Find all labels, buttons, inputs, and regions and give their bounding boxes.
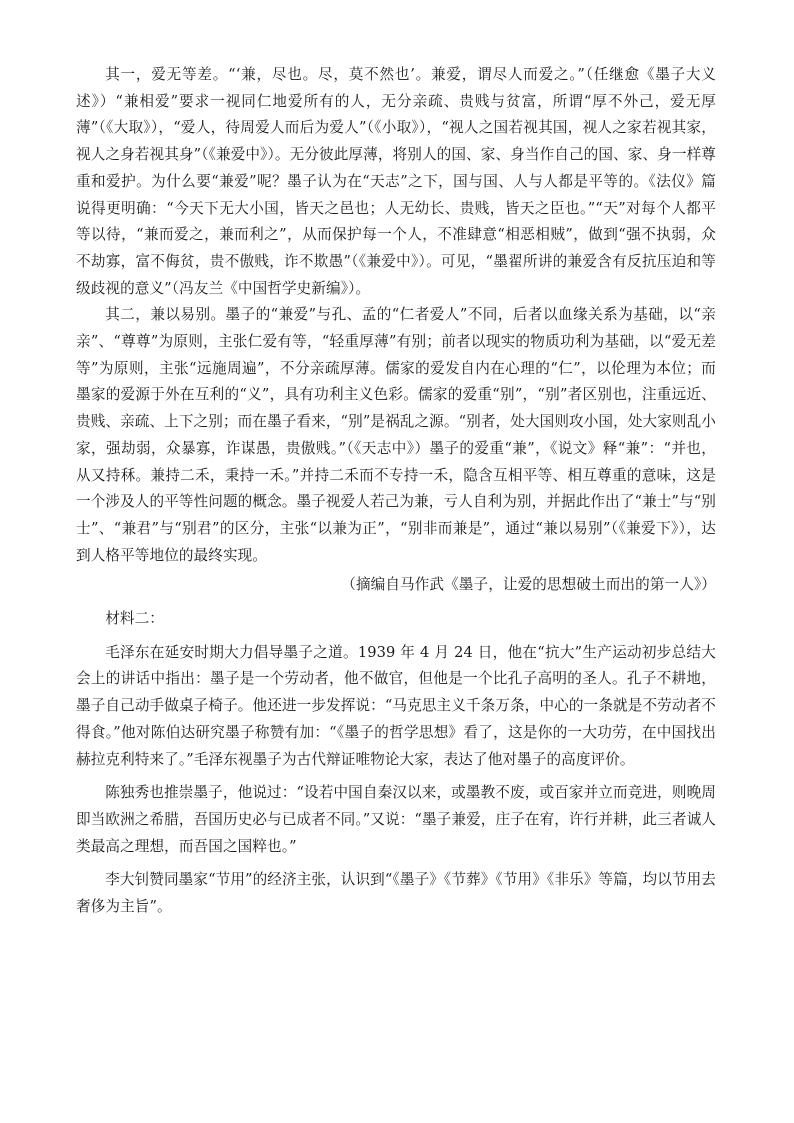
material-2-heading: 材料二： <box>105 610 164 628</box>
paragraph-li-dazhao: 李大钊赞同墨家“节用”的经济主张，认识到“《墨子》《节葬》《节用》《非乐》等篇，均以节用去奢侈为主旨”。 <box>76 871 716 916</box>
paragraph-replace-distinction: 其二，兼以易别。墨子的“兼爱”与孔、孟的“仁者爱人”不同，后者以血缘关系为基础，以“亲亲”、“尊尊”为原则，主张仁爱有等，“轻重厚薄”有别；前者以现实的物质功利为基础，以“爱无差等”为原则，主张“远施周遍”，不分亲疏厚薄。儒家的爱发自内在心理的“仁”，以伦理为本位；而墨家的爱源于外在互利的“义”，具有功利主义色彩。儒家的爱重“别”，“别”者区别也，注重远近、贵贱、亲疏、上下之别；而在墨子看来，“别”是祸乱之源。“别者，处大国则攻小国，处大家则乱小家，强劫弱，众暴寡，诈谋愚，贵傲贱。”（《天志中》）墨子的爱重“兼”，《说文》释“兼”：“并也，从又持秝。兼持二禾，秉持一禾。”并持二禾而不专持一禾，隐含互相平等、相互尊重的意味，这是一个涉及人的平等性问题的概念。墨子视爱人若己为兼，亏人自利为别，并据此作出了“兼士”与“别士”、“兼君”与“别君”的区分，主张“以兼为正”，“别非而兼是”，通过“兼以易别”（《兼爱下》），达到人格平等地位的最终实现。 <box>76 306 716 564</box>
paragraph-equal-love: 其一，爱无等差。“‘兼，尽也。尽，莫不然也’。兼爱，谓尽人而爱之。”（任继愈《墨子大义述》）“兼相爱”要求一视同仁地爱所有的人，无分亲疏、贵贱与贫富，所谓“厚不外己，爱无厚薄”（《大取》），“爱人，待周爱人而后为爱人”（《小取》），“视人之国若视其国，视人之家若视其家，视人之身若视其身”（《兼爱中》）。无分彼此厚薄，将别人的国、家、身当作自己的国、家、身一样尊重和爱护。为什么要“兼爱”呢？墨子认为在“天志”之下，国与国、人与人都是平等的。《法仪》篇说得更明确：“今天下无大小国，皆天之邑也；人无幼长、贵贱，皆天之臣也。”“天”对每个人都平等以待，“兼而爱之，兼而利之”，从而保护每一个人，不准肆意“相恶相贼”，做到“强不执弱，众不劫寡，富不侮贫，贵不傲贱，诈不欺愚”（《兼爱中》）。可见，“墨翟所讲的兼爱含有反抗压迫和等级歧视的意义”（冯友兰《中国哲学史新编》）。 <box>76 66 716 297</box>
source-citation: （摘编自马作武《墨子，让爱的思想破土而出的第一人》） <box>341 576 716 594</box>
paragraph-mao: 毛泽东在延安时期大力倡导墨子之道。1939 年 4 月 24 日，他在“抗大”生产运动初步总结大会上的讲话中指出：墨子是一个劳动者，他不做官，但他是一个比孔子高明的圣人。孔子不耕地，墨子自己动手做桌子椅子。他还进一步发挥说：“马克思主义千条万条，中心的一条就是不劳动者不得食。”他对陈伯达研究墨子称赞有加：“《墨子的哲学思想》看了，这是你的一大功劳，在中国找出赫拉克利特来了。”毛泽东视墨子为古代辩证唯物论大家，表达了他对墨子的高度评价。 <box>76 643 716 768</box>
document-page <box>76 62 716 921</box>
paragraph-chen-duxiu: 陈独秀也推崇墨子，他说过：“设若中国自秦汉以来，或墨教不废，或百家并立而竞进，则晚周即当欧洲之希腊，吾国历史必与已成者不同。”又说：“墨子兼爱，庄子在宥，许行并耕，此三者诚人类最高之理想，而吾国之国粹也。” <box>76 784 716 855</box>
